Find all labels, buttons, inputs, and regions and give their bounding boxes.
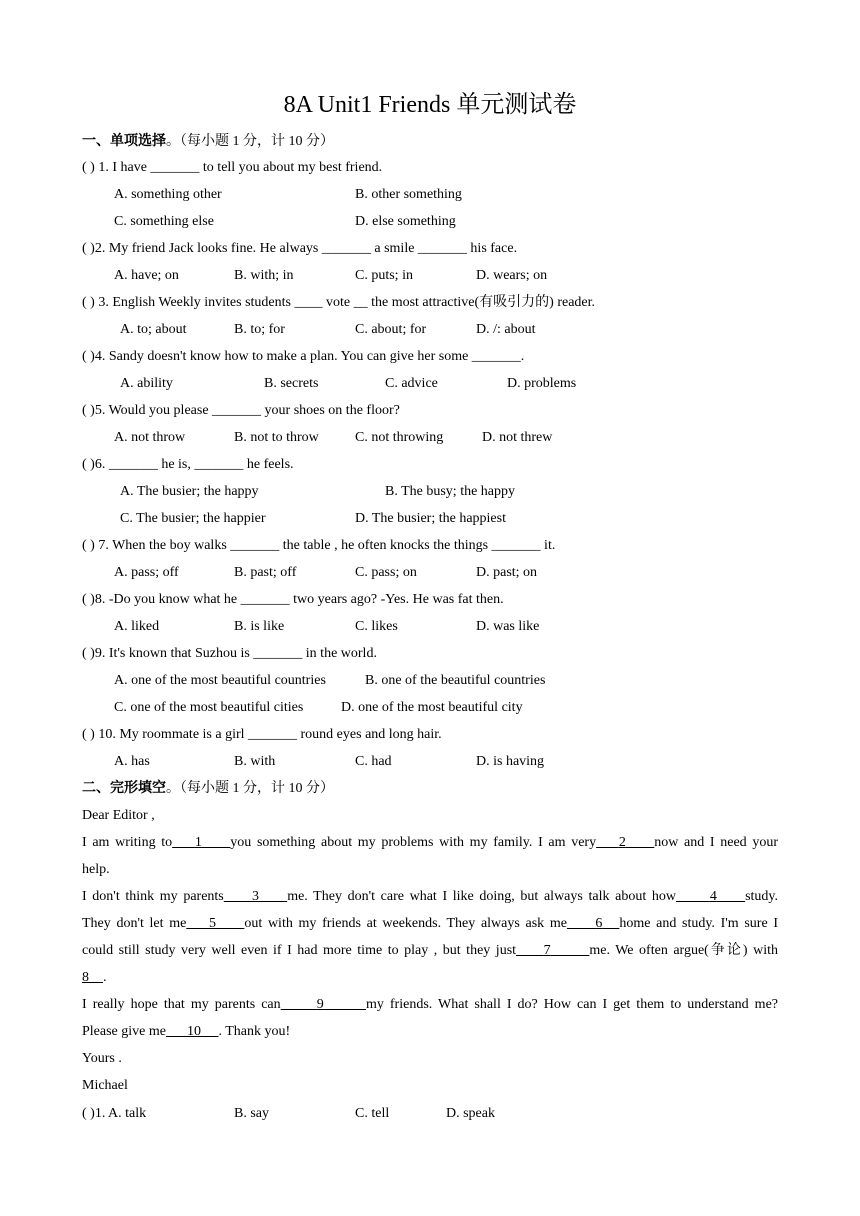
option: C. had — [355, 754, 392, 769]
option: A. have; on — [114, 268, 179, 283]
question-5: ( )5. Would you please _______ your shoes on the floor? — [82, 403, 400, 418]
option: C. The busier; the happier — [120, 511, 266, 526]
option: C. pass; on — [355, 565, 417, 580]
text: I am writing to — [82, 835, 173, 850]
option: B. past; off — [234, 565, 297, 580]
option: D. The busier; the happiest — [355, 511, 506, 526]
option: C. not throwing — [355, 430, 444, 445]
option: B. with — [234, 754, 276, 769]
option: B. say — [234, 1106, 269, 1121]
blank-4 — [676, 889, 745, 904]
letter-line — [82, 1022, 290, 1042]
option: B. secrets — [264, 376, 319, 391]
blank-number: 9 — [316, 997, 324, 1012]
blank-3 — [224, 889, 287, 904]
option: A. one of the most beautiful countries — [114, 673, 326, 688]
letter-line — [82, 941, 778, 961]
option: D. past; on — [476, 565, 538, 580]
question-8: ( )8. -Do you know what he _______ two years ago? -Yes. He was fat then. — [82, 592, 504, 607]
blank-2 — [596, 835, 654, 850]
question-1: ( ) 1. I have _______ to tell you about my best friend. — [82, 160, 383, 175]
option: D. speak — [446, 1106, 495, 1121]
section-1-note: 。（每小题 1 分，计 10 分） — [166, 134, 334, 149]
text: out with my friends at weekends. They always ask me — [244, 916, 567, 931]
text: Please give me — [82, 1024, 166, 1039]
section-2-title: 二、完形填空 — [82, 781, 166, 796]
option: B. one of the beautiful countries — [365, 673, 546, 688]
option: C. about; for — [355, 322, 427, 337]
option: B. The busy; the happy — [385, 484, 516, 499]
letter-line: help. — [82, 862, 110, 877]
option: D. else something — [355, 214, 456, 229]
blank-number: 3 — [251, 889, 259, 904]
blank-number: 1 — [194, 835, 202, 850]
blank-number: 6 — [595, 916, 603, 931]
letter-greeting: Dear Editor , — [82, 808, 155, 823]
option: D. is having — [476, 754, 545, 769]
letter-line — [82, 995, 778, 1015]
text: home and study. I'm sure I — [619, 916, 779, 931]
text: you something about my problems with my family. I am very — [230, 835, 597, 850]
option: A. The busier; the happy — [120, 484, 259, 499]
option: D. problems — [507, 376, 577, 391]
text: my friends. What shall I do? How can I get them to understand me? — [365, 997, 779, 1012]
text: now and I need your — [654, 835, 779, 850]
blank-number: 7 — [543, 943, 551, 958]
letter-closing: Yours . — [82, 1051, 122, 1066]
option: A. to; about — [120, 322, 187, 337]
option: B. other something — [355, 187, 462, 202]
option: B. not to throw — [234, 430, 319, 445]
text: me. We often argue(争论) with — [589, 943, 778, 958]
option: B. to; for — [234, 322, 285, 337]
option: C. one of the most beautiful cities — [114, 700, 304, 715]
question-7: ( ) 7. When the boy walks _______ the table , he often knocks the things _______ it. — [82, 538, 556, 553]
option: C. likes — [355, 619, 398, 634]
option: A. pass; off — [114, 565, 179, 580]
page-title: 8A Unit1 Friends 单元测试卷 — [283, 92, 577, 118]
blank-number: 8 — [82, 970, 89, 985]
option: D. one of the most beautiful city — [341, 700, 523, 715]
letter-line — [82, 914, 778, 934]
option: A. not throw — [114, 430, 186, 445]
text: I really hope that my parents can — [82, 997, 281, 1012]
option: C. advice — [385, 376, 438, 391]
letter-line — [82, 968, 107, 988]
question-4: ( )4. Sandy doesn't know how to make a plan. You can give her some _______. — [82, 349, 525, 364]
blank-number: 4 — [709, 889, 717, 904]
letter-signature: Michael — [82, 1078, 128, 1093]
text: They don't let me — [82, 916, 187, 931]
cloze-question-1: ( )1. A. talk — [82, 1106, 147, 1121]
blank-6 — [567, 916, 619, 931]
option: C. something else — [114, 214, 214, 229]
option: D. /: about — [476, 322, 536, 337]
question-2: ( )2. My friend Jack looks fine. He always _______ a smile _______ his face. — [82, 241, 518, 256]
blank-9 — [281, 997, 366, 1012]
question-3: ( ) 3. English Weekly invites students ____ vote __ the most attractive(有吸引力的) reader. — [82, 295, 596, 310]
blank-5 — [186, 916, 244, 931]
option: C. puts; in — [355, 268, 413, 283]
blank-7 — [516, 943, 589, 958]
text: me. They don't care what I like doing, but always talk about how — [287, 889, 676, 904]
text: I don't think my parents — [82, 889, 224, 904]
blank-number: 5 — [209, 916, 216, 931]
text: study. — [745, 889, 779, 904]
option: A. ability — [120, 376, 173, 391]
letter-line — [82, 833, 778, 853]
text: . — [103, 970, 107, 985]
option: B. is like — [234, 619, 285, 634]
blank-number: 2 — [618, 835, 626, 850]
question-6: ( )6. _______ he is, _______ he feels. — [82, 457, 294, 472]
question-10: ( ) 10. My roommate is a girl _______ round eyes and long hair. — [82, 727, 442, 742]
option: B. with; in — [234, 268, 294, 283]
option: D. not threw — [482, 430, 553, 445]
blank-1 — [172, 835, 230, 850]
text: . Thank you! — [218, 1024, 291, 1039]
letter-line — [82, 887, 778, 907]
section-1-title: 一、单项选择 — [82, 134, 166, 149]
option: C. tell — [355, 1106, 390, 1121]
option: A. something other — [114, 187, 222, 202]
blank-10 — [166, 1024, 219, 1039]
blank-number: 10 — [186, 1024, 201, 1039]
question-9: ( )9. It's known that Suzhou is _______ in the world. — [82, 646, 377, 661]
option: D. was like — [476, 619, 540, 634]
option: D. wears; on — [476, 268, 548, 283]
section-heading-1 — [82, 132, 334, 152]
option: A. has — [114, 754, 150, 769]
section-heading-2 — [82, 779, 334, 799]
blank-8 — [82, 970, 103, 985]
section-2-note: 。（每小题 1 分，计 10 分） — [166, 781, 334, 796]
text: could still study very well even if I had more time to play , but they just — [82, 943, 517, 958]
option: A. liked — [114, 619, 160, 634]
